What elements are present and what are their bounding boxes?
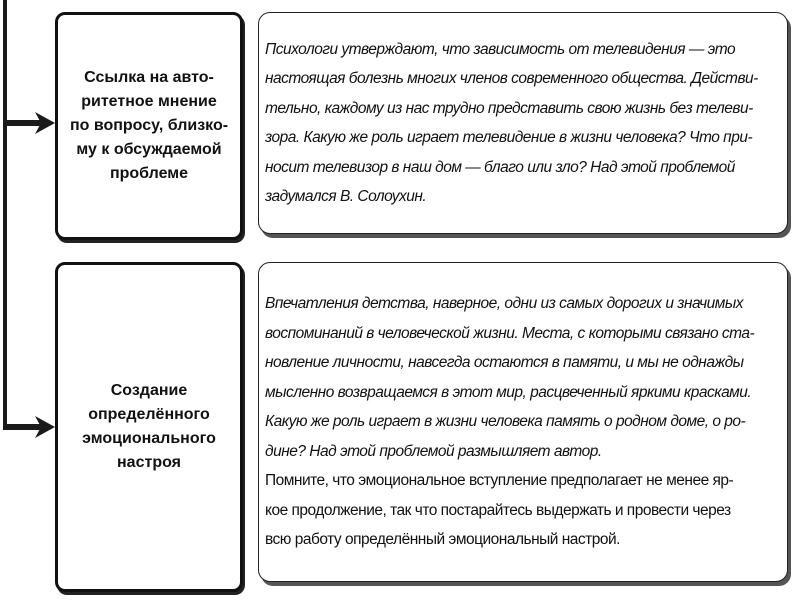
example-line: носит телевизор в наш дом — благо или зло? Над этой проблемой	[265, 158, 735, 176]
note-line: всю работу определённый эмоциональный настрой.	[265, 531, 620, 549]
label-line: Создание	[110, 382, 188, 399]
label-line: проблеме	[109, 165, 189, 182]
label-line: определённого	[88, 406, 210, 423]
label-line: ритетное мнение	[81, 93, 217, 110]
example-line: дине? Над этой проблемой размышляет автор.	[265, 442, 602, 460]
example-line: задумался В. Солоухин.	[265, 188, 427, 205]
label-line: настроя	[117, 454, 181, 471]
example-line: Впечатления детства, наверное, одни из самых дорогих и значимых	[265, 295, 744, 313]
example-line: мысленно возвращаемся в этот мир, расцвеченный яркими красками.	[265, 383, 752, 401]
example-line: зора. Какую же роль играет телевидение в жизни человека? Что при-	[265, 129, 753, 146]
label-box-emotional	[55, 262, 243, 592]
example-line: новление личности, навсегда остаются в памяти, и мы не однажды	[265, 354, 744, 372]
label-line: по вопросу, близко-	[69, 117, 229, 134]
label-line: эмоционального	[82, 430, 216, 447]
example-line: Психологи утверждают, что зависимость от телевидения — это	[265, 40, 736, 58]
example-line: Какую же роль играет в жизни человека память о родном доме, о ро-	[265, 413, 746, 431]
example-line: воспоминаний в человеческой жизни. Места, с которыми связано ста-	[265, 324, 755, 342]
label-box-authority	[55, 12, 243, 240]
note-line: кое продолжение, так что постарайтесь выдержать и провести через	[265, 501, 731, 519]
arrow-right-icon	[3, 112, 55, 134]
example-box-emotional	[258, 262, 788, 582]
example-line: тельно, каждому из нас трудно представить свою жизнь без телеви-	[265, 99, 753, 117]
example-box-authority	[258, 12, 788, 234]
label-line: му к обсуждаемой	[76, 141, 222, 158]
arrow-right-icon	[3, 416, 55, 438]
example-line: настоящая болезнь многих членов современного общества. Действи-	[265, 70, 758, 87]
connector-line	[3, 0, 7, 427]
note-line: Помните, что эмоциональное вступление предполагает не менее яр-	[265, 472, 734, 490]
label-line: Ссылка на авто-	[84, 69, 214, 86]
